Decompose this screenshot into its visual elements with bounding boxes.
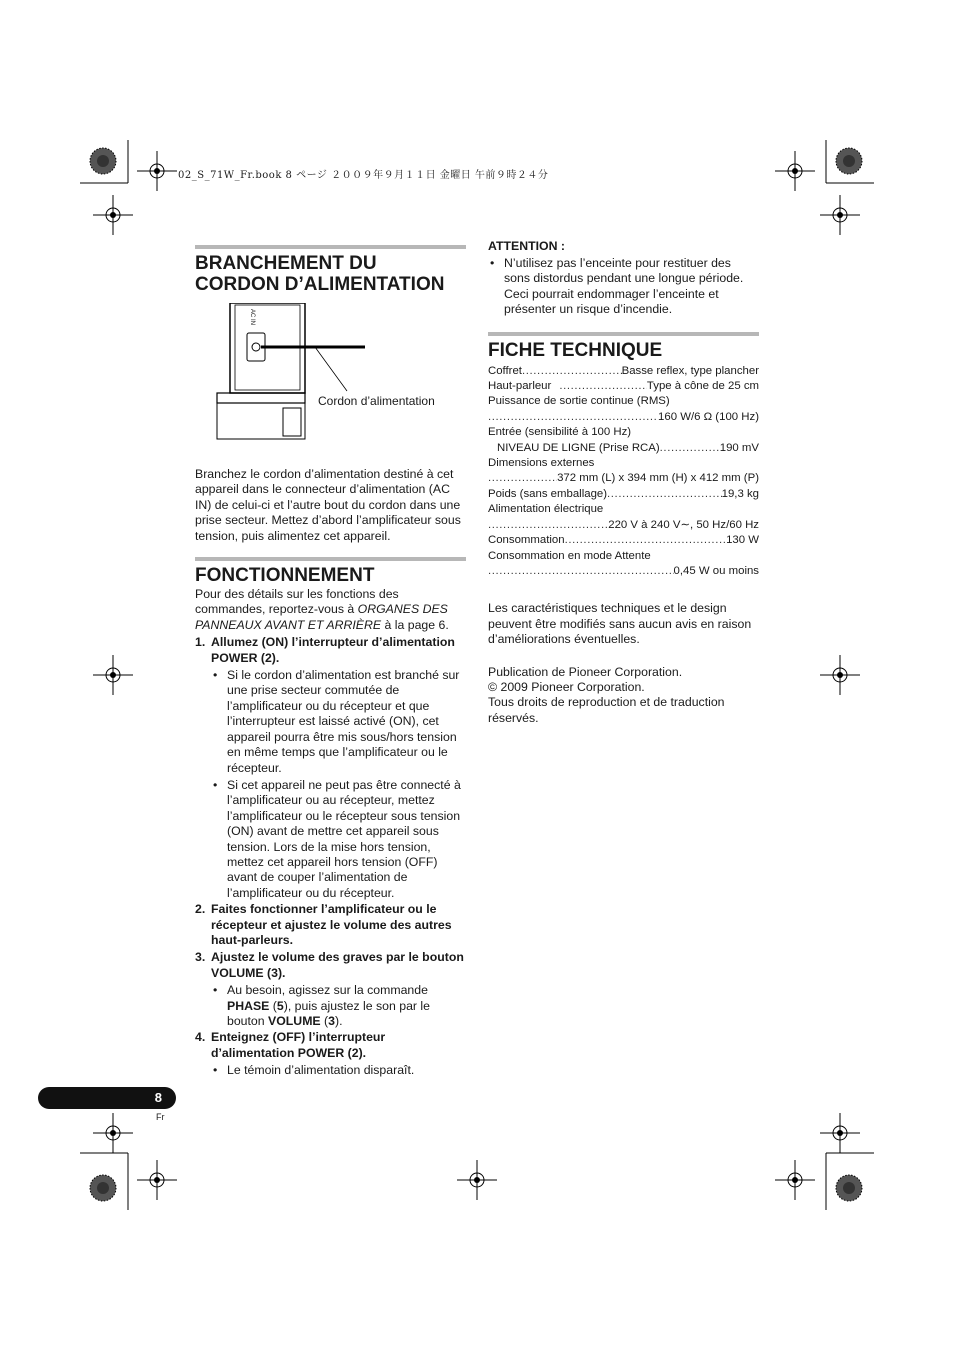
bullet-icon: • xyxy=(213,668,218,683)
registration-mark-icon xyxy=(775,151,815,191)
phase-control-number: 5 xyxy=(276,998,284,1013)
section-rule xyxy=(195,557,466,561)
bullet-text: ). xyxy=(335,1014,343,1028)
step-text: Faites fonctionner l’amplificateur ou le récepteur et ajustez le volume des autres haut-parleurs. xyxy=(211,902,452,947)
spec-label: Dimensions externes xyxy=(488,457,595,470)
spec-value: 220 V à 240 V∼, 50 Hz/60 Hz xyxy=(608,518,759,531)
leader-dots xyxy=(488,410,658,425)
power-cord-text: Branchez le cordon d’alimentation destiné à cet appareil dans le connecteur d’alimentation (AC IN) de celui-ci et l’autre bout du cordon dans une prise secteur. Mettez d’abord l’amplificateur sous tension, puis alimentez cet appareil. xyxy=(195,467,461,543)
step-text: Ajustez le volume des graves par le bouton VOLUME (3). xyxy=(211,950,464,980)
registration-mark-icon xyxy=(775,1160,815,1200)
spec-row xyxy=(488,518,759,533)
leader-dots xyxy=(522,364,622,379)
power-cord-section-title: BRANCHEMENT DU CORDON D’ALIMENTATION xyxy=(195,253,445,295)
intro-page-text: à la page 6. xyxy=(381,617,449,632)
bullet-text: ( xyxy=(269,998,277,1013)
leader-dots xyxy=(660,441,720,456)
bullet-text: ( xyxy=(320,1014,329,1028)
ac-in-panel-text: AC IN xyxy=(249,309,255,326)
leader-dots xyxy=(488,518,608,533)
spec-label: Consommation en mode Attente xyxy=(488,549,651,562)
spec-value: 160 W/6 Ω (100 Hz) xyxy=(658,410,759,423)
leader-dots xyxy=(565,533,726,548)
step-3-bullet xyxy=(211,983,466,1029)
leader-dots xyxy=(488,564,674,579)
step-number: 4. xyxy=(195,1030,206,1045)
left-column xyxy=(195,245,466,1079)
leader-dots xyxy=(559,379,647,394)
phase-control-name: PHASE xyxy=(227,998,270,1013)
step-1-bullet xyxy=(211,668,466,776)
leader-dots xyxy=(607,487,722,502)
step-1 xyxy=(195,635,466,666)
power-cord-figure-label: Cordon d’alimentation xyxy=(318,394,435,408)
spec-label: Consommation xyxy=(488,534,565,547)
spec-value: 130 W xyxy=(726,534,759,547)
spec-row xyxy=(488,410,759,425)
bullet-icon: • xyxy=(213,1063,218,1078)
registration-wheel-icon xyxy=(90,1175,116,1201)
spec-label: Alimentation électrique xyxy=(488,503,604,516)
spec-label: Entrée (sensibilité à 100 Hz) xyxy=(488,426,632,439)
rights-text: Tous droits de reproduction et de traduction réservés. xyxy=(488,695,725,725)
spec-value: Basse reflex, type plancher xyxy=(621,364,759,377)
bullet-text: Le témoin d’alimentation disparaît. xyxy=(227,1063,415,1078)
page-language: Fr xyxy=(156,1112,165,1122)
registration-mark-icon xyxy=(93,1113,133,1153)
page-number: 8 xyxy=(154,1090,162,1105)
operation-section-title: FONCTIONNEMENT xyxy=(195,565,375,587)
registration-mark-icon xyxy=(820,655,860,695)
registration-mark-icon xyxy=(820,1113,860,1153)
spec-value: Type à cône de 25 cm xyxy=(646,380,759,393)
spec-row xyxy=(488,441,759,456)
spec-row xyxy=(488,471,759,486)
spec-label: Poids (sans emballage) xyxy=(488,487,608,500)
spec-value: 0,45 W ou moins xyxy=(673,564,759,577)
spec-row xyxy=(488,364,759,379)
step-4-bullet xyxy=(211,1063,466,1078)
registration-wheel-icon xyxy=(90,148,116,174)
spec-value: 372 mm (L) x 394 mm (H) x 412 mm (P) xyxy=(557,472,759,485)
bullet-icon: • xyxy=(213,777,218,792)
spec-row xyxy=(488,487,759,502)
registration-mark-icon xyxy=(820,195,860,235)
bullet-icon: • xyxy=(490,256,495,270)
right-column xyxy=(488,239,759,726)
step-number: 2. xyxy=(195,902,206,917)
spec-label: Puissance de sortie continue (RMS) xyxy=(488,395,670,408)
registration-mark-icon xyxy=(93,655,133,695)
attention-bullet xyxy=(488,256,759,318)
intro-text: Pour des détails sur les fonctions des commandes, reportez-vous à xyxy=(195,587,399,617)
bullet-icon: • xyxy=(213,983,218,998)
step-2 xyxy=(195,902,466,948)
spec-value: 19,3 kg xyxy=(721,487,759,500)
specs-note xyxy=(488,601,759,647)
step-1-bullet xyxy=(211,778,466,901)
bullet-text: Au besoin, agissez sur la commande xyxy=(227,983,428,998)
specs-note-text: Les caractéristiques techniques et le design peuvent être modifiés sans aucun avis en raison d’améliorations éventuelles. xyxy=(488,601,752,647)
bullet-text: Si cet appareil ne peut pas être connecté à l’amplificateur ou au récepteur, mettez l’amplificateur ou le récepteur sous tension (ON) avant de mettre cet appareil sous tension. Lors de la mise hors tension, mettez cet appareil hors tension (OFF) avant de couper l’alimentation de l’amplificateur ou du récepteur. xyxy=(227,777,461,900)
power-cord-paragraph xyxy=(195,467,466,544)
registration-mark-icon xyxy=(93,195,133,235)
section-rule xyxy=(488,332,759,336)
section-rule xyxy=(195,245,466,249)
registration-mark-icon xyxy=(137,1160,177,1200)
registration-wheel-icon xyxy=(836,1175,862,1201)
specs-section-title: FICHE TECHNIQUE xyxy=(488,339,663,361)
step-number: 3. xyxy=(195,950,206,965)
bullet-text: Si le cordon d’alimentation est branché sur une prise secteur commutée de l’amplificateur ou du récepteur et que l’interrupteur est laissé activé (ON), cet appareil pourra être mis sous/hors tension en même temps que l’amplificateur ou le récepteur. xyxy=(227,668,460,775)
leader-dots xyxy=(488,471,557,486)
step-4 xyxy=(195,1030,466,1061)
book-header-line: 02_S_71W_Fr.book 8 ページ ２００９年９月１１日 金曜日 午前９時２４分 xyxy=(178,170,549,181)
page-number-tab xyxy=(38,1087,176,1109)
step-text: Enteignez (OFF) l’interrupteur d’alimentation POWER (2). xyxy=(211,1030,386,1060)
copyright-text: © 2009 Pioneer Corporation. xyxy=(488,679,645,694)
intro-reference: ORGANES DES PANNEAUX AVANT ET ARRIÈRE xyxy=(195,602,448,632)
spec-row xyxy=(488,533,759,548)
attention-text: N’utilisez pas l’enceinte pour restituer des sons distordus pendant une longue période. Ceci pourrait endommager l’enceinte et présenter un risque d’incendie. xyxy=(504,256,744,317)
publication-text: Publication de Pioneer Corporation. xyxy=(488,664,683,679)
spec-row xyxy=(488,564,759,579)
publication-block xyxy=(488,665,759,727)
step-number: 1. xyxy=(195,635,206,650)
step-3 xyxy=(195,950,466,981)
step-text: Allumez (ON) l’interrupteur d’alimentation POWER (2). xyxy=(211,635,455,665)
bullet-text: ), puis ajustez le son par le bouton xyxy=(227,998,431,1028)
volume-control-name: VOLUME xyxy=(268,1014,321,1028)
registration-mark-icon xyxy=(457,1160,497,1200)
spec-label: Coffret xyxy=(488,364,522,377)
spec-label: NIVEAU DE LIGNE (Prise RCA) xyxy=(497,441,660,454)
attention-title: ATTENTION : xyxy=(488,239,565,253)
rear-panel-illustration xyxy=(195,303,466,443)
spec-value: 190 mV xyxy=(719,441,759,454)
volume-control-number: 3 xyxy=(328,1014,335,1028)
power-cord-figure xyxy=(195,303,466,443)
specs-list xyxy=(488,364,759,580)
registration-mark-icon xyxy=(137,151,177,191)
operation-intro xyxy=(195,587,466,633)
spec-label: Haut-parleur xyxy=(488,380,552,393)
registration-wheel-icon xyxy=(836,148,862,174)
spec-row xyxy=(488,379,759,394)
